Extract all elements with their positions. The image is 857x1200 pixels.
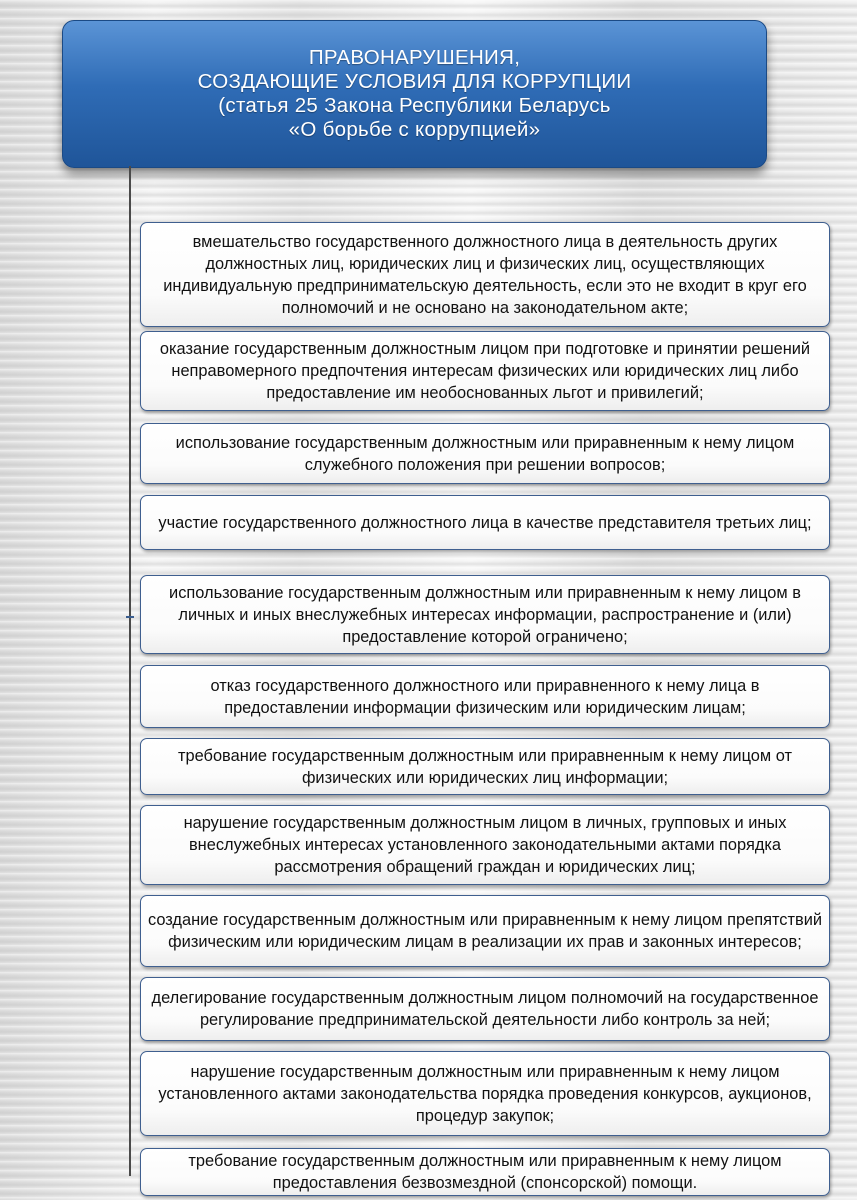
offense-item-5: использование государственным должностным или приравненным к нему лицом в личных и иных внеслужебных интересах информации, распространение и (или) предоставление которой ограничено; [140,575,830,654]
offense-item-1: вмешательство государственного должностного лица в деятельность других должностных лиц, юридических лиц и физических лиц, осуществляющих индивидуальную предпринимательскую деятельность, если это не входит в круг его полномочий и не основано на законодательном акте; [140,222,830,327]
title-line-3: (статья 25 Закона Республики Беларусь [218,94,611,117]
title-line-1: ПРАВОНАРУШЕНИЯ, [308,46,521,69]
offense-item-10: делегирование государственным должностным лицом полномочий на государственное регулирование предпринимательской деятельности либо контроль за ней; [140,977,830,1041]
diagram-title-box [62,20,767,168]
offense-item-8: нарушение государственным должностным лицом в личных, групповых и иных внеслужебных интересах установленного законодательными актами порядка рассмотрения обращений граждан и юридических лиц; [140,805,830,885]
offense-item-3: использование государственным должностным или приравненным к нему лицом служебного положения при решении вопросов; [140,423,830,484]
offense-item-6: отказ государственного должностного или приравненного к нему лица в предоставлении информации физическим или юридическим лицам; [140,665,830,728]
offense-item-7: требование государственным должностным или приравненным к нему лицом от физических или юридических лиц информации; [140,738,830,795]
offense-item-2: оказание государственным должностным лицом при подготовке и принятии решений неправомерного предпочтения интересам физических или юридических лиц либо предоставление им необоснованных льгот и привилегий; [140,331,830,411]
connector-tick [126,616,134,618]
offense-item-11: нарушение государственным должностным или приравненным к нему лицом установленного актами законодательства порядка проведения конкурсов, аукционов, процедур закупок; [140,1051,830,1136]
title-line-4: «О борьбе с коррупцией» [288,118,541,141]
offense-item-9: создание государственным должностным или приравненным к нему лицом препятствий физическим или юридическим лицам в реализации их прав и законных интересов; [140,895,830,967]
offense-item-4: участие государственного должностного лица в качестве представителя третьих лиц; [140,495,830,550]
vertical-connector-line [129,166,131,1176]
title-line-2: СОЗДАЮЩИЕ УСЛОВИЯ ДЛЯ КОРРУПЦИИ [197,70,632,93]
offense-item-12: требование государственным должностным или приравненным к нему лицом предоставления безвозмездной (спонсорской) помощи. [140,1148,830,1196]
